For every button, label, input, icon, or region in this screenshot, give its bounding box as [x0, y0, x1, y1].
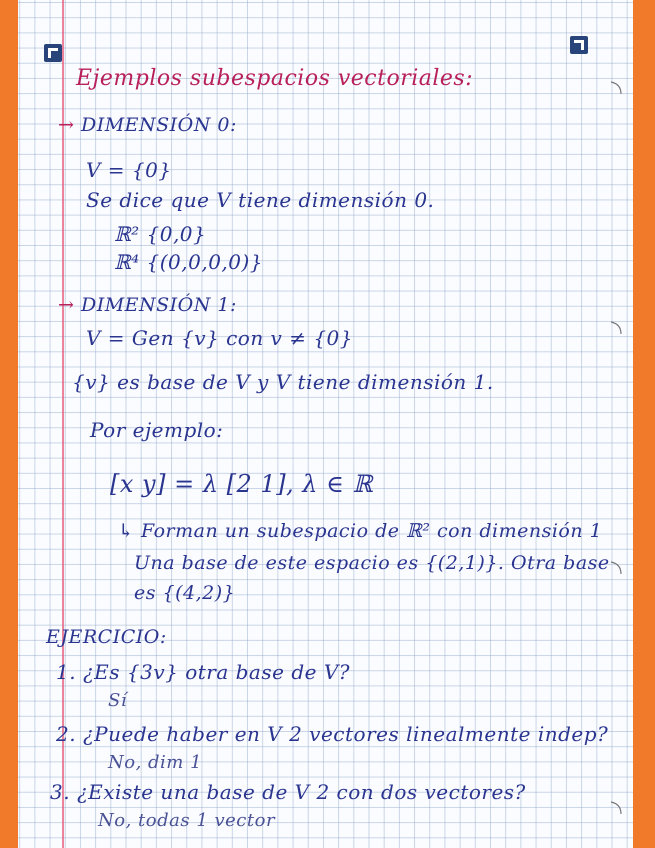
dim1-line: es {(4,2)} — [134, 582, 236, 604]
exercise-question: 2. ¿Puede haber en V 2 vectores linealmente indep? — [56, 722, 609, 746]
exercise-heading: EJERCICIO: — [46, 626, 167, 648]
dim0-section — [58, 114, 237, 136]
dim0-heading: DIMENSIÓN 0: — [80, 114, 237, 136]
binder-ring-icon — [609, 560, 625, 576]
arrow-icon: → — [58, 294, 75, 316]
corner-mark-left-icon — [44, 44, 62, 62]
dim0-line: ℝ⁴ {(0,0,0,0)} — [114, 250, 264, 274]
exercise-question: 3. ¿Existe una base de V 2 con dos vectores? — [50, 780, 526, 804]
binder-ring-icon — [609, 80, 625, 96]
dim1-line: ↳ Forman un subespacio de ℝ² con dimensión 1 — [118, 520, 603, 542]
page-title: Ejemplos subespacios vectoriales: — [76, 66, 474, 91]
dim1-line: Una base de este espacio es {(2,1)}. Otra base — [134, 552, 610, 574]
dim1-heading: DIMENSIÓN 1: — [80, 294, 237, 316]
dim0-line: V = {0} — [86, 158, 172, 182]
dim0-line: ℝ² {0,0} — [114, 222, 207, 246]
binder-ring-icon — [609, 800, 625, 816]
dim1-section — [58, 294, 237, 316]
right-orange-edge — [633, 0, 655, 848]
left-orange-edge — [0, 0, 18, 848]
exercise-answer: No, dim 1 — [108, 752, 203, 773]
dim1-line: {v} es base de V y V tiene dimensión 1. — [72, 370, 494, 394]
dim0-line: Se dice que V tiene dimensión 0. — [86, 188, 435, 212]
dim1-line: V = Gen {v} con v ≠ {0} — [86, 326, 353, 350]
dim1-line: Por ejemplo: — [90, 418, 224, 442]
corner-mark-right-icon — [570, 36, 588, 54]
binder-ring-icon — [609, 320, 625, 336]
arrow-icon: → — [58, 114, 75, 136]
exercise-question: 1. ¿Es {3v} otra base de V? — [56, 660, 350, 684]
exercise-answer: No, todas 1 vector — [98, 810, 276, 831]
dim1-line: [x y] = λ [2 1], λ ∈ ℝ — [110, 470, 373, 498]
exercise-answer: Sí — [108, 690, 128, 711]
